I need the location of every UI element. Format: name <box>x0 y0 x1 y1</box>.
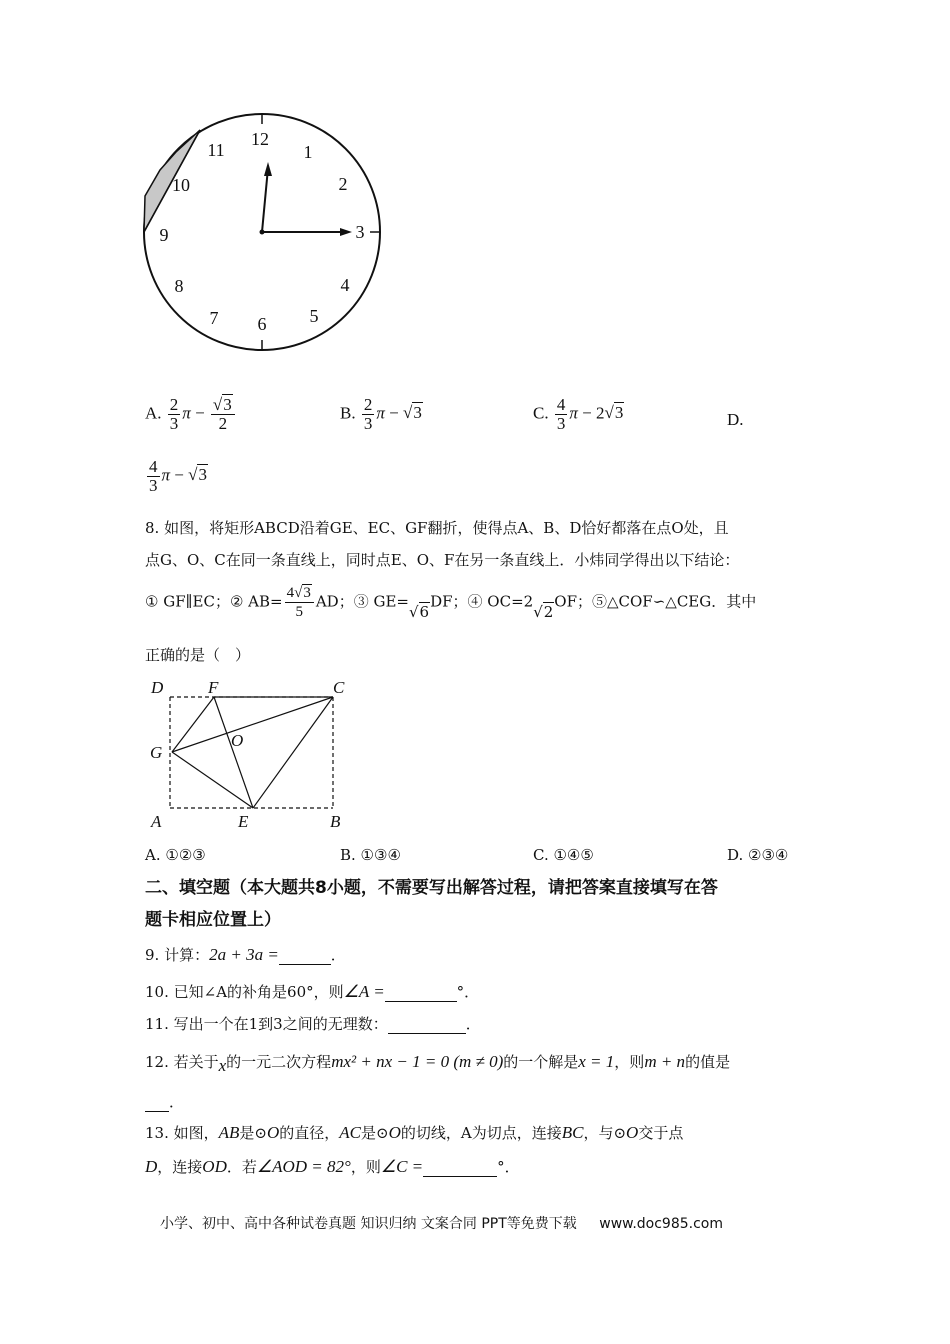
question-text: 交于点 <box>638 1124 684 1142</box>
q8-line-1: 8. 如图，将矩形ABCD沿着GE、EC、GF翻折，使得点A、B、D恰好都落在点O处，且 <box>145 519 729 537</box>
question-text: ，则 <box>350 1158 381 1176</box>
q7-option-b: B. $\frac{2}{3}$ π − √3 <box>340 395 422 433</box>
q8-option-d: D. ②③④ <box>727 846 789 864</box>
q8-option-c: C. ①④⑤ <box>533 846 594 864</box>
math-variable: O <box>626 1123 639 1142</box>
q7-option-a: A. $\frac{2}{3}$ π − $\frac{√3}{2}$ <box>145 396 237 433</box>
math-expression: x = 1 <box>578 1052 615 1071</box>
math-expression: ∠AOD = 82° <box>256 1157 351 1176</box>
clock-number-9: 9 <box>159 225 169 245</box>
option-label: B. <box>340 403 356 423</box>
label-f: F <box>208 678 219 697</box>
math-expression: ∠C = <box>380 1157 424 1176</box>
frac-denominator: 3 <box>169 414 179 433</box>
q8-line-4: 正确的是（ ） <box>145 646 251 664</box>
footer <box>160 1213 723 1233</box>
q13-line-2 <box>145 1157 520 1177</box>
label-c: C <box>333 678 345 697</box>
answer-blank <box>385 987 457 1002</box>
pi-symbol: π <box>161 465 171 485</box>
clock-number-5: 5 <box>309 306 319 326</box>
q13-line-1 <box>145 1123 683 1143</box>
label-g: G <box>150 743 163 762</box>
question-text: ，连接 <box>157 1158 203 1176</box>
clock-number-6: 6 <box>257 314 267 334</box>
question-text: ．若 <box>226 1158 257 1176</box>
q9 <box>145 945 346 965</box>
conclusion-text: ① GF∥EC；② AB= <box>145 592 283 611</box>
question-text: 是⊙ <box>361 1124 389 1142</box>
section-2-heading-line-2: 题卡相应位置上） <box>145 910 281 930</box>
frac-denominator: 2 <box>218 414 228 433</box>
q12 <box>145 1052 731 1075</box>
radicand: 3 <box>614 403 624 423</box>
math-variable: x <box>218 1056 227 1075</box>
clock-number-7: 7 <box>209 308 219 328</box>
frac-numerator: 2 <box>169 395 179 414</box>
question-text: ，则 <box>614 1053 645 1071</box>
frac-numerator: 4 <box>149 457 158 476</box>
clock-number-10: 10 <box>172 175 190 195</box>
label-b: B <box>330 812 341 831</box>
pi-symbol: π <box>376 403 385 423</box>
radicand: 3 <box>198 465 207 485</box>
question-text: 的值是 <box>685 1053 731 1071</box>
math-variable: AC <box>339 1123 362 1142</box>
answer-blank <box>279 950 331 965</box>
option-label: D. <box>727 410 744 429</box>
math-expression: m + n <box>644 1052 686 1071</box>
label-a: A <box>151 812 162 831</box>
footer-text: 小学、初中、高中各种试卷真题 知识归纳 文案合同 PPT等免费下载 <box>160 1216 577 1232</box>
question-text: °． <box>456 983 480 1001</box>
question-text: 12. 若关于 <box>145 1053 219 1071</box>
q8-option-b: B. ①③④ <box>340 846 401 864</box>
q8-line-3: ① GF∥EC；② AB= $\frac{4√3}{5}$ AD；③ GE=√6DF；④ OC=2√2OF；⑤△COF∽△CEG．其中 <box>145 585 757 621</box>
label-d: D <box>151 678 164 697</box>
math-variable: OD <box>202 1157 227 1176</box>
answer-blank <box>145 1097 169 1112</box>
coefficient: 2 <box>595 403 605 423</box>
frac-denominator: 3 <box>556 414 566 433</box>
frac-numerator: 4 <box>286 585 295 601</box>
conclusion-text: OF；⑤△COF∽△CEG．其中 <box>554 592 757 611</box>
math-variable: O <box>388 1123 401 1142</box>
footer-link[interactable]: www.doc985.com <box>599 1216 723 1232</box>
frac-denominator: 5 <box>295 604 303 620</box>
question-text: 11. 写出一个在1到3之间的无理数： <box>145 1015 388 1033</box>
question-text: 13. 如图， <box>145 1124 219 1142</box>
answer-blank <box>388 1019 466 1034</box>
q7-option-c: C. $\frac{4}{3}$ π − 2√3 <box>533 395 624 433</box>
clock-number-12: 12 <box>251 129 269 149</box>
q7-option-d <box>727 410 744 430</box>
question-text: ，与⊙ <box>583 1124 627 1142</box>
q11 <box>145 1014 481 1034</box>
math-variable: BC <box>561 1123 584 1142</box>
question-text: 的切线，A为切点，连接 <box>400 1124 562 1142</box>
conclusion-text: DF；④ OC=2 <box>430 592 534 611</box>
q8-line-2: 点G、O、C在同一条直线上，同时点E、O、F在另一条直线上．小炜同学得出以下结论： <box>145 551 740 569</box>
clock-figure <box>130 112 400 362</box>
question-text: 的一个解是 <box>503 1053 579 1071</box>
frac-denominator: 3 <box>149 476 158 495</box>
clock-number-3: 3 <box>355 222 365 242</box>
option-label: C. <box>533 403 549 423</box>
math-expression: mx² + nx − 1 = 0 (m ≠ 0) <box>331 1052 504 1071</box>
frac-numerator: 2 <box>363 395 373 414</box>
rectangle-fold-figure <box>145 672 360 837</box>
clock-number-11: 11 <box>207 140 225 160</box>
minus-sign: − <box>582 403 592 423</box>
clock-number-4: 4 <box>340 275 350 295</box>
math-expression: ∠A = <box>343 982 385 1001</box>
radicand: 3 <box>303 585 311 601</box>
math-variable: O <box>266 1123 280 1142</box>
answer-blank <box>423 1162 497 1177</box>
section-2-heading-line-1: 二、填空题（本大题共8小题，不需要写出解答过程，请把答案直接填写在答 <box>145 878 718 898</box>
clock-number-1: 1 <box>303 142 313 162</box>
question-text: ． <box>465 1015 481 1033</box>
radicand: 3 <box>413 403 422 423</box>
clock-number-2: 2 <box>338 174 348 194</box>
question-text: 是⊙ <box>239 1124 267 1142</box>
label-o: O <box>231 731 244 750</box>
question-text: ． <box>330 946 346 964</box>
question-text: 的直径， <box>279 1124 340 1142</box>
minus-sign: − <box>174 465 184 485</box>
pi-symbol: π <box>569 403 578 423</box>
option-label: A. <box>145 403 162 423</box>
minus-sign: − <box>195 403 205 423</box>
frac-denominator: 3 <box>363 414 373 433</box>
minus-sign: − <box>389 403 399 423</box>
question-text: 9. 计算： <box>145 946 210 964</box>
q10 <box>145 982 479 1002</box>
q7-option-d-expr: $\frac{4}{3}$ π − √3 <box>149 457 207 495</box>
q8-option-a: A. ①②③ <box>145 846 206 864</box>
math-variable: AB <box>218 1123 240 1142</box>
question-text: 的一元二次方程 <box>226 1053 332 1071</box>
radicand: 3 <box>223 395 232 414</box>
pi-symbol: π <box>182 403 191 423</box>
math-expression: 2a + 3a = <box>209 945 279 964</box>
clock-number-8: 8 <box>174 276 184 296</box>
radicand: 2 <box>543 602 554 621</box>
question-text: ． <box>169 1093 185 1111</box>
question-text: 10. 已知∠A的补角是60°，则 <box>145 983 344 1001</box>
conclusion-text: AD；③ GE= <box>315 592 409 611</box>
q12-line-2 <box>145 1092 184 1112</box>
radicand: 6 <box>419 602 430 621</box>
label-e: E <box>238 812 249 831</box>
question-text: °． <box>497 1158 520 1176</box>
math-variable: D <box>145 1157 158 1176</box>
frac-numerator: 4 <box>556 395 566 414</box>
